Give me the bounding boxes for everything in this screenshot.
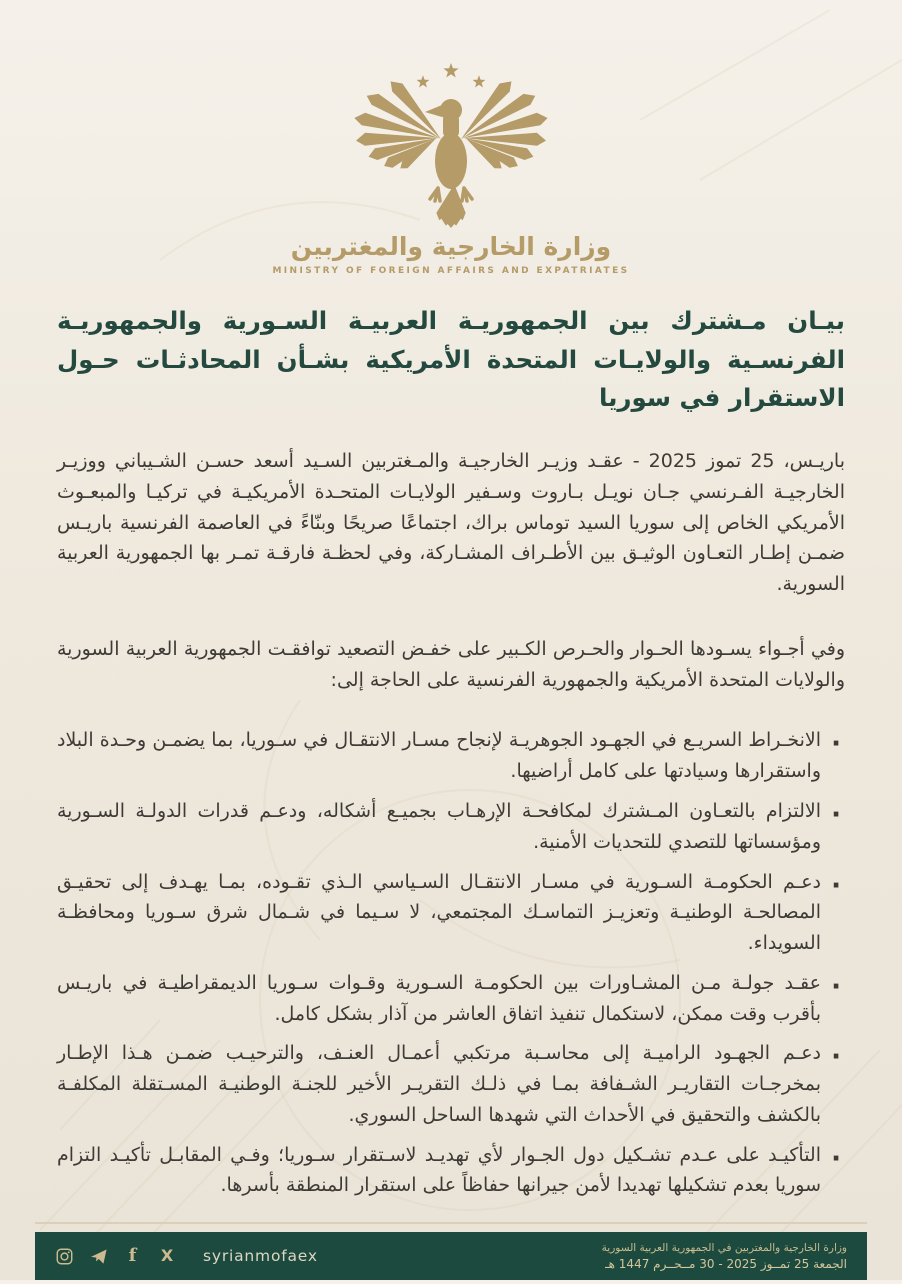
eagle-emblem-icon bbox=[326, 58, 576, 236]
bullet-item: · دعـم الحكومـة السـورية في مسـار الانتقـال السـياسي الـذي تقـوده، بمـا يهـدف إلى تحقيـق المصالحـة الوطنيـة وتعزيـز التماسـك المجتمعي، لا سـيما في شـمال شرق سـوريا ومحافظـة السويداء. bbox=[57, 867, 845, 959]
statement-title: بيـان مـشترك بين الجمهوريـة العربيـة السـورية والجمهوريـة الفرنسـية والولايـات المتحدة الأمريكية بشـأن المحادثـات حـول الاستقرار في سوريا bbox=[57, 306, 845, 413]
paragraph-intro: باريـس، 25 تموز 2025 - عقـد وزيـر الخارجيـة والمـغتربين السـيد أسعد حسـن الشـيباني ووزيـر الخارجيـة الفـرنسي جـان نويـل بـاروت وسـفير الولايـات المتحـدة الأمريكيـة في تركيـا والمبعـوث الأمريكي الخاص إلى سوريا السيد توماس براك، اجتماعًا صريحًا وبنّاءً في العاصمة الفرنسية باريـس ضمـن إطـار التعـاون الوثيـق بين الأطـراف المشـاركة، وفي لحظـة فارقـة تمـر بها الجمهورية العربية السورية. bbox=[57, 450, 845, 596]
emblem-calligraphy: وزارة الخارجية والمغتربين bbox=[290, 232, 612, 261]
footer-ministry-info bbox=[602, 1242, 847, 1271]
social-links bbox=[55, 1247, 318, 1266]
bullet-item: · دعـم الجهـود الراميـة إلى محاسـبة مرتكبي أعمـال العنـف، والترحيـب ضمـن هـذا الإطـار بمخرجـات التقاريـر الشـفافة بمـا في ذلـك التقريـر الأخير للجنـة الوطنيـة المسـتقلة المكلفـة بالكشف والتحقيق في الأحداث التي شهدها الساحل السوري. bbox=[57, 1038, 845, 1130]
bullet-item: · الانخـراط السريـع في الجهـود الجوهريـة لإنجاح مسـار الانتقـال في سـوريا، بما يضمـن وحـدة البلاد واستقرارها وسيادتها على كامل أراضيها. bbox=[57, 725, 845, 787]
bullet-item: · الالتزام بالتعـاون المـشترك لمكافحـة الإرهـاب بجميـع أشكاله، ودعـم قدرات الدولـة السـورية ومؤسساتها للتصدي للتحديات الأمنية. bbox=[57, 796, 845, 858]
bullet-item: · التأكيـد على عـدم تشـكيل دول الجـوار لأي تهديـد لاسـتقرار سـوريا؛ وفـي المقابـل تأكيـد التزام سوريا بعدم تشكيلها تهديدا لأمن جيرانها حفاظاً على استقرار المنطقة بأسرها. bbox=[57, 1140, 845, 1202]
bullet-item: · عقـد جولـة مـن المشـاورات بين الحكومـة السـورية وقـوات سـوريا الديمقراطيـة في باريـس بأقرب وقت ممكن، لاستكمال تنفيذ اتفاق العاشر من آذار بشكل كامل. bbox=[57, 968, 845, 1030]
paragraph-agreement: وفي أجـواء يسـودها الحـوار والحـرص الكـبير على خفـض التصعيد توافقـت الجمهورية العربية السورية والولايات المتحدة الأمريكية والجمهورية الفرنسية على الحاجة إلى: bbox=[57, 637, 845, 691]
ministry-caption: MINISTRY OF FOREIGN AFFAIRS AND EXPATRIATES bbox=[272, 266, 630, 276]
footer-bar bbox=[35, 1232, 867, 1280]
footer-ministry-line: وزارة الخارجية والمغتربين في الجمهورية العربية السورية bbox=[601, 1241, 847, 1254]
telegram-icon[interactable] bbox=[89, 1247, 108, 1266]
ministry-emblem bbox=[57, 0, 845, 276]
footer-separator bbox=[35, 1222, 867, 1224]
footer-date-line: الجمعة 25 تمــوز 2025 - 30 مــحــرم 1447 هـ bbox=[605, 1256, 847, 1271]
instagram-icon[interactable] bbox=[55, 1247, 74, 1266]
bullet-list bbox=[57, 725, 845, 1201]
social-handle[interactable]: syrianmofaex bbox=[203, 1247, 318, 1265]
facebook-icon[interactable]: f bbox=[128, 1245, 137, 1266]
x-icon[interactable]: X bbox=[160, 1246, 173, 1265]
